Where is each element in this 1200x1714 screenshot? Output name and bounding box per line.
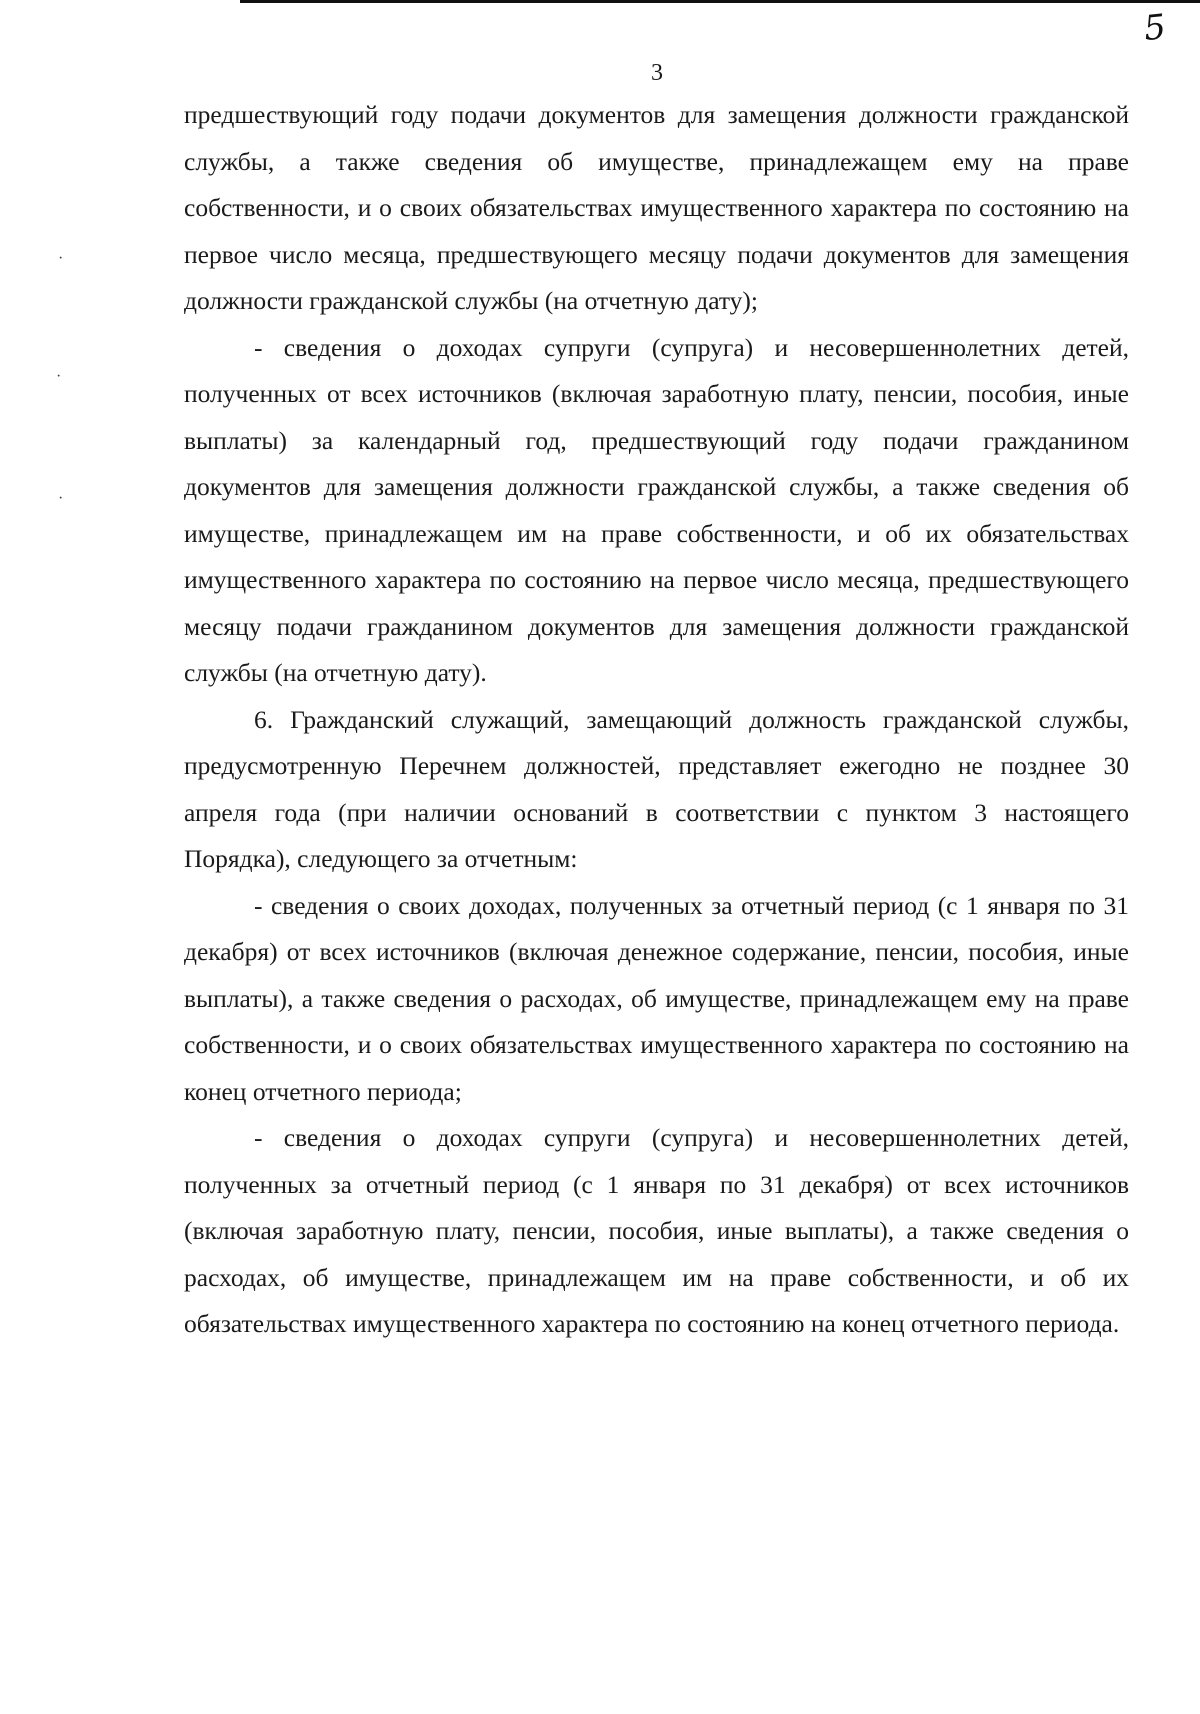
top-border-line <box>240 0 1200 3</box>
scan-speck: · <box>58 250 64 267</box>
paragraph-spouse-income-applicant: - сведения о доходах супруги (супруга) и несовершеннолетних детей, полученных от всех источников (включая заработную плату, пенсии, пособия, иные выплаты) за календарный год, предшествующий году подачи гражданином документов для замещения должности гражданской службы, а также сведения об имуществе, принадлежащем им на праве собственности, и об их обязательствах имущественного характера по состоянию на первое число месяца, предшествующего месяцу подачи гражданином документов для замещения должности гражданской службы (на отчетную дату). <box>184 332 1129 687</box>
paragraph-continuation: предшествующий году подачи документов для замещения должности гражданской службы, а также сведения об имуществе, принадлежащем ему на праве собственности, и о своих обязательствах имущественного характера по состоянию на первое число месяца, предшествующего месяцу подачи документов для замещения должности гражданской службы (на отчетную дату); <box>184 100 1129 315</box>
handwritten-sheet-number: 5 <box>1142 6 1169 50</box>
paragraph-spouse-income-servant: - сведения о доходах супруги (супруга) и несовершеннолетних детей, полученных за отчетный период (с 1 января по 31 декабря) от всех источников (включая заработную плату, пенсии, пособия, иные выплаты), а также сведения о расходах, об имуществе, принадлежащем им на праве собственности, и об их обязательствах имущественного характера по состоянию на конец отчетного периода. <box>184 1123 1129 1338</box>
page-number: 3 <box>651 60 663 86</box>
scan-speck: · <box>56 368 62 385</box>
paragraph-own-income: - сведения о своих доходах, полученных за отчетный период (с 1 января по 31 декабря) от всех источников (включая денежное содержание, пенсии, пособия, иные выплаты), а также сведения о расходах, об имуществе, принадлежащем ему на праве собственности, и о своих обязательствах имущественного характера по состоянию на конец отчетного периода; <box>184 890 1129 1106</box>
paragraph-item-6: 6. Гражданский служащий, замещающий должность гражданской службы, предусмотренную Перечнем должностей, представляет ежегодно не позднее 30 апреля года (при наличии оснований в соответствии с пунктом 3 настоящего Порядка), следующего за отчетным: <box>184 704 1129 873</box>
scan-speck: · <box>58 490 64 507</box>
document-body <box>184 92 1129 1348</box>
